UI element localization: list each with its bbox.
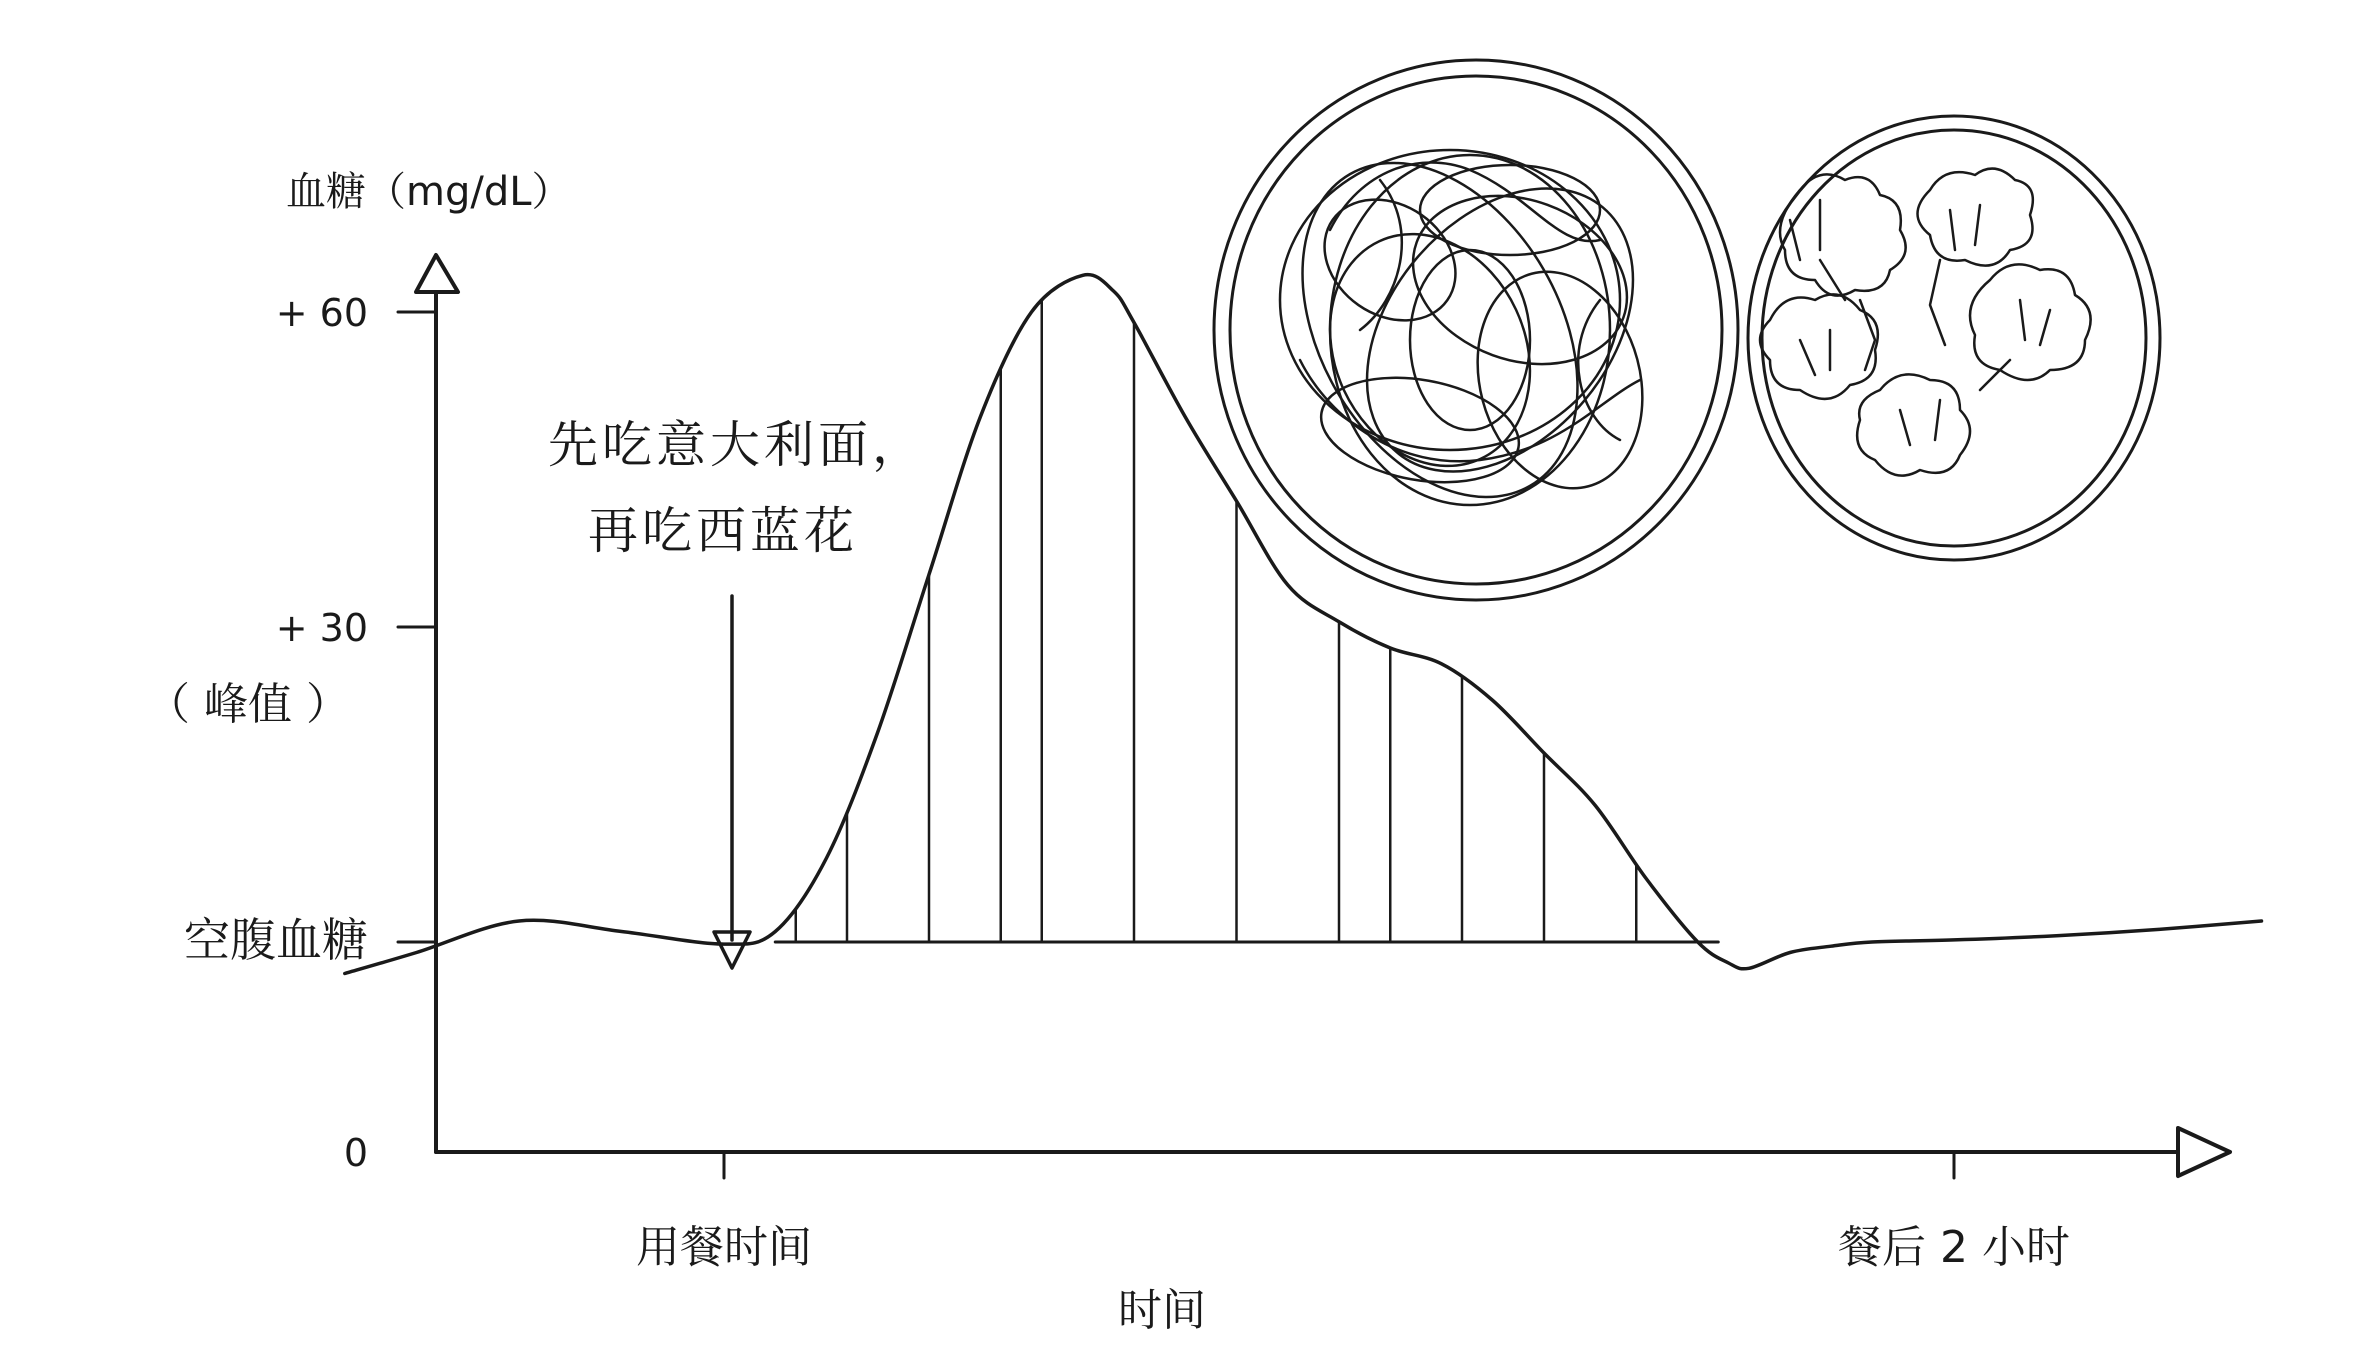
y-axis-title: 血糖（mg/dL） [286, 169, 572, 215]
y-tick-sublabel-2: （ 峰值 ） [146, 679, 350, 730]
broccoli-plate-icon [1748, 116, 2160, 560]
y-tick-label-0: 0 [343, 1131, 368, 1175]
y-tick-label-1: 空腹血糖 [184, 913, 368, 967]
y-tick-label-2: + 30 [275, 606, 368, 650]
spaghetti-plate-icon [1214, 60, 1738, 600]
x-tick-label-0: 用餐时间 [636, 1222, 812, 1273]
y-axis-arrow-icon [416, 255, 458, 292]
annotation-line-2: 再吃西蓝花 [588, 502, 858, 560]
x-axis-title: 时间 [1118, 1285, 1206, 1336]
x-tick-label-1: 餐后 2 小时 [1838, 1222, 2070, 1273]
y-tick-label-3: + 60 [275, 291, 368, 335]
y-ticks [146, 291, 436, 1175]
series-line-blood-glucose [345, 275, 2262, 974]
x-axis-arrow-icon [2178, 1128, 2230, 1176]
annotation-line-1: 先吃意大利面， [548, 416, 926, 474]
x-ticks [636, 1152, 2070, 1273]
